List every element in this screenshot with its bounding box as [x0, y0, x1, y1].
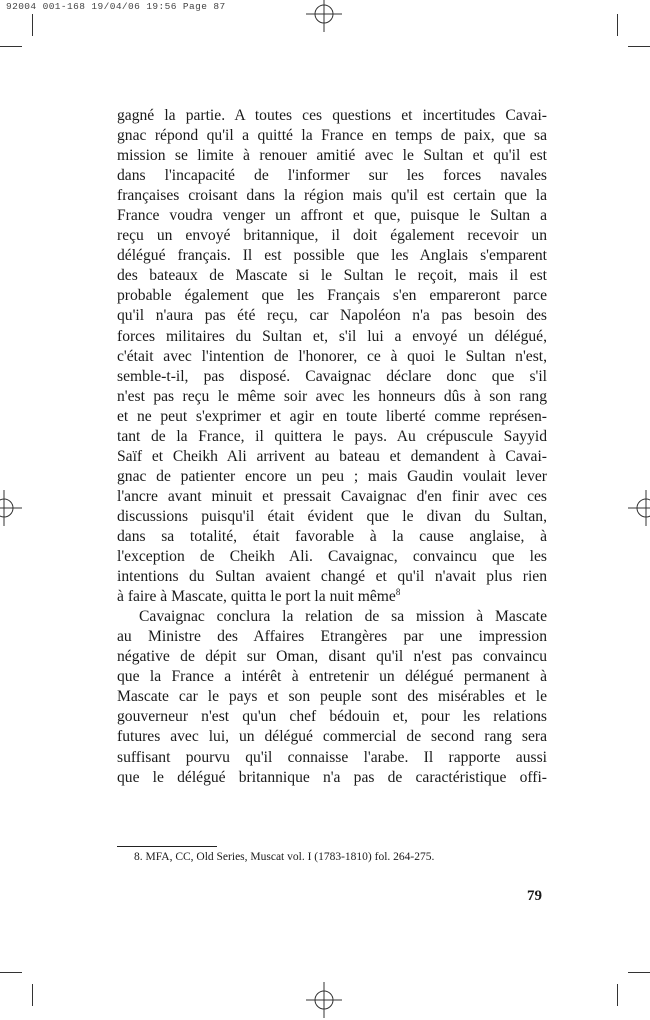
text-line: que le délégué britannique n'a pas de caractéristique offi- — [117, 768, 547, 786]
crop-mark-bottom-right-vertical — [617, 984, 618, 1006]
text-line: mission se limite à renouer amitié avec le Sultan et qu'il est — [117, 147, 547, 165]
page-number: 79 — [527, 888, 542, 904]
crop-mark-top-right — [628, 46, 650, 47]
crop-mark-bottom-left-vertical — [32, 984, 33, 1006]
text-line: au Ministre des Affaires Etrangères par une impression — [117, 628, 547, 646]
footnote-divider — [117, 846, 217, 847]
text-line: probable également que les Français s'en empareront parce — [117, 287, 547, 305]
body-text — [117, 106, 547, 788]
registration-mark-right — [628, 490, 650, 526]
crop-mark-top-left-vertical — [32, 14, 33, 36]
crop-mark-top-right-vertical — [617, 14, 618, 36]
footnote: 8. MFA, CC, Old Series, Muscat vol. I (1783-1810) fol. 264-275. — [134, 851, 435, 863]
text-line: gnac de patienter encore un peu ; mais Gaudin voulait lever — [117, 467, 547, 485]
text-line: semble-t-il, pas disposé. Cavaignac déclare donc que s'il — [117, 367, 547, 385]
text-line: reçu un envoyé britannique, il doit également recevoir un — [117, 227, 547, 245]
text-line: n'est pas reçu le même soir avec les honneurs dûs à son rang — [117, 387, 547, 405]
text-line: qu'il n'aura pas été reçu, car Napoléon n'a pas besoin des — [117, 307, 547, 325]
text-line: délégué français. Il est possible que les Anglais s'emparent — [117, 247, 547, 265]
footnote-reference: 8 — [395, 587, 401, 598]
text-line: discussions puisqu'il était évident que le divan du Sultan, — [117, 507, 547, 525]
registration-mark-top — [306, 0, 342, 32]
text-line: tant de la France, il quittera le pays. Au crépuscule Sayyid — [117, 427, 547, 445]
printer-slug: 92004 001-168 19/04/06 19:56 Page 87 — [6, 1, 226, 12]
registration-mark-left — [0, 490, 22, 526]
text-line: gouverneur n'est qu'un chef bédouin et, pour les relations — [117, 708, 547, 726]
text-line: Mascate car le pays et son peuple sont des misérables et le — [117, 688, 547, 706]
text-line: forces militaires du Sultan et, s'il lui a envoyé un délégué, — [117, 327, 547, 345]
crop-mark-bottom-left — [0, 972, 22, 973]
text-line: Cavaignac conclura la relation de sa mission à Mascate — [139, 608, 547, 626]
text-line: gagné la partie. A toutes ces questions et incertitudes Cavai- — [117, 107, 547, 124]
text-line: c'était avec l'intention de l'honorer, ce à quoi le Sultan n'est, — [117, 347, 547, 365]
text-line: négative de dépit sur Oman, disant qu'il n'est pas convaincu — [117, 648, 547, 666]
text-line-last-content: à faire à Mascate, quitta le port la nuit même — [117, 588, 396, 606]
crop-mark-bottom-right — [628, 972, 650, 973]
text-line-last — [117, 587, 547, 607]
text-line: l'ancre avant minuit et pressait Cavaignac d'en finir avec ces — [117, 487, 547, 505]
text-line: dans sa totalité, était favorable à la cause anglaise, à — [117, 527, 547, 545]
text-line: France voudra venger un affront et que, puisque le Sultan a — [117, 207, 547, 225]
crop-mark-top-left — [0, 46, 22, 47]
registration-mark-bottom — [306, 982, 342, 1018]
paragraph-2 — [117, 607, 547, 787]
paragraph-1 — [117, 106, 547, 607]
text-line: gnac répond qu'il a quitté la France en temps de paix, que sa — [117, 127, 547, 145]
text-line: et ne peut s'exprimer et agir en toute liberté comme représen- — [117, 407, 547, 425]
text-line: suffisant pourvu qu'il connaisse l'arabe. Il rapporte aussi — [117, 748, 547, 766]
text-line: Saïf et Cheikh Ali arrivent au bateau et demandent à Cavai- — [117, 447, 547, 465]
text-line: l'exception de Cheikh Ali. Cavaignac, convaincu que les — [117, 548, 547, 566]
text-line: intentions du Sultan avaient changé et qu'il n'avait plus rien — [117, 568, 547, 586]
text-line: que la France a intérêt à entretenir un délégué permanent à — [117, 668, 547, 686]
text-line: françaises croisant dans la région mais qu'il est certain que la — [117, 187, 547, 205]
text-line: des bateaux de Mascate si le Sultan le reçoit, mais il est — [117, 267, 547, 285]
text-line: dans l'incapacité de l'informer sur les forces navales — [117, 167, 547, 185]
text-line: futures avec lui, un délégué commercial de second rang sera — [117, 728, 547, 746]
